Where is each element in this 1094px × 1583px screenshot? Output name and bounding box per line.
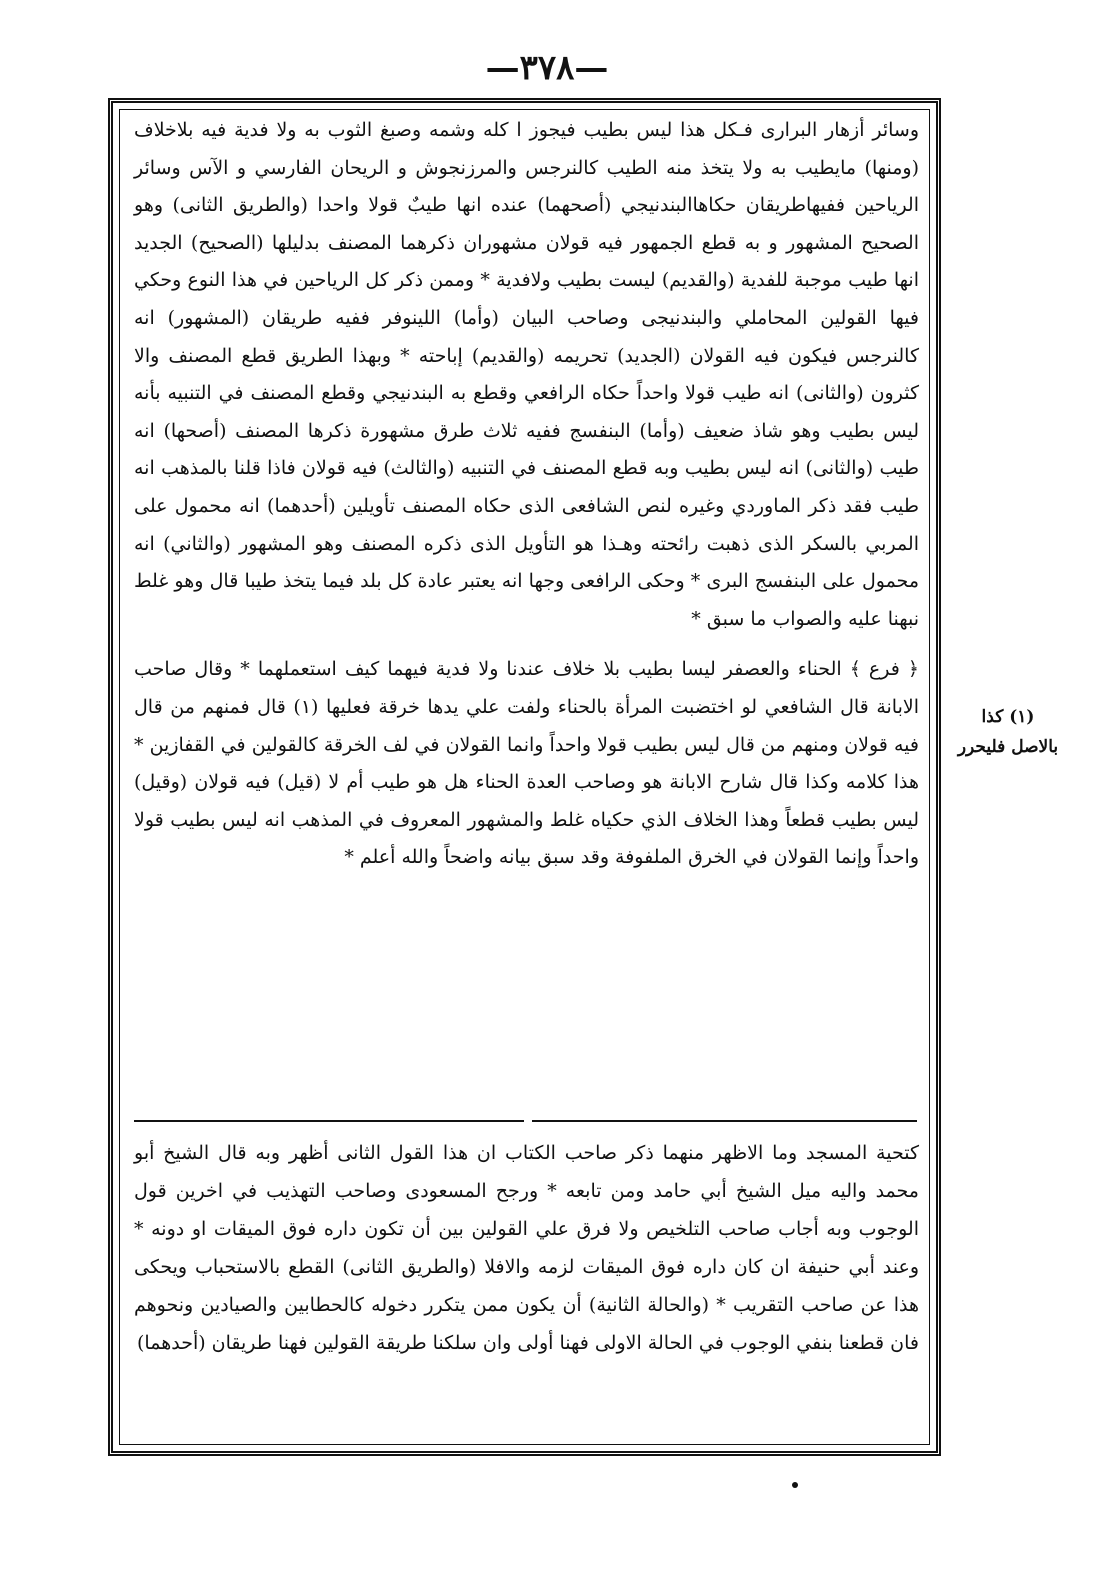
ink-dot [792, 1482, 798, 1488]
page-number: —٣٧٨— [485, 48, 609, 88]
main-paragraph: وسائر أزهار البرارى فـكل هذا ليس بطيب فيجوز ا كله وشمه وصبغ الثوب به ولا فدية فيه بلاخلاف (ومنها) مايطيب به ولا يتخذ منه الطيب كالنرجس والمرزنجوش و الريحان الفارسي و الآس وسائر الرياحين ففيهاطريقان حكاهاالبندنيجي (أصحهما) عنده انها طيبٌ قولا واحدا (والطريق الثانى) وهو الصحيح المشهور و به قطع الجمهور فيه قولان مشهوران ذكرهما المصنف بدليلها (الصحيح) الجديد انها طيب موجبة للفدية (والقديم) ليست بطيب ولافدية * وممن ذكر كل الرياحين في هذا النوع وحكي فيها القولين المحاملي والبندنيجى وصاحب البيان (وأما) اللينوفر ففيه طريقان (المشهور) انه كالنرجس فيكون فيه القولان (الجديد) تحريمه (والقديم) إباحته * وبهذا الطريق قطع المصنف والا كثرون (والثانى) انه طيب قولا واحداً حكاه الرافعي وقطع به البندنيجي وقطع المصنف في التنبيه بأنه ليس بطيب وهو شاذ ضعيف (وأما) البنفسج ففيه ثلاث طرق مشهورة ذكرها المصنف (أصحها) انه طيب (والثانى) انه ليس بطيب وبه قطع المصنف في التنبيه (والثالث) فيه قولان فاذا قلنا بالمذهب انه طيب فقد ذكر الماوردي وغيره لنص الشافعى الذى حكاه المصنف تأويلين (أحدهما) انه محمول على المربي بالسكر الذى ذهبت رائحته وهـذا هو التأويل الذى ذكره المصنف وهو المشهور (والثاني) انه محمول على البنفسج البرى * وحكى الرافعى وجها انه يعتبر عادة كل بلد فيما يتخذ طيبا قال وهو غلط نبهنا عليه والصواب ما سبق * [134, 119, 919, 630]
margin-note [944, 702, 1072, 762]
main-paragraph-far: ﴿ فرع ﴾ الحناء والعصفر ليسا بطيب بلا خلاف عندنا ولا فدية فيهما كيف استعملهما * وقال صاحب الابانة قال الشافعي لو اختضبت المرأة بالحناء ولفت علي يدها خرقة فعليها (١) قال فمنهم من قال فيه قولان ومنهم من قال ليس بطيب قولا واحداً وانما القولان في لف الخرقة كالقولين في القفازين * هذا كلامه وكذا قال شارح الابانة هو وصاحب العدة الحناء هل هو طيب أم لا (قيل) فيه قولان (وقيل) ليس بطيب قطعاً وهذا الخلاف الذي حكياه غلط والمشهور المعروف في المذهب انه ليس بطيب قولا واحداً وإنما القولان في الخرق الملفوفة وقد سبق بيانه واضحاً والله أعلم * [134, 658, 919, 869]
margin-note-line-2: بالاصل فليحرر [957, 737, 1059, 757]
main-text-block [134, 112, 919, 877]
footnote-text-block [134, 1134, 919, 1362]
footnote-divider-gap [524, 1114, 532, 1124]
footnote-paragraph: كتحية المسجد وما الاظهر منهما ذكر صاحب الكتاب ان هذا القول الثانى أظهر وبه قال الشيخ أبو محمد واليه ميل الشيخ أبي حامد ومن تابعه * ورجح المسعودى وصاحب التهذيب في اخرين قول الوجوب وبه أجاب صاحب التلخيص ولا فرق علي القولين بين أن تكون داره فوق الميقات او دونه * وعند أبي حنيفة ان كان داره فوق الميقات لزمه والافلا (والطريق الثانى) القطع بالاستحباب ويحكى هذا عن صاحب التقريب * (والحالة الثانية) أن يكون ممن يتكرر دخوله كالحطابين والصيادين ونحوهم فان قطعنا بنفي الوجوب في الحالة الاولى فهنا أولى وان سلكنا طريقة القولين فهنا طريقان (أحدهما) [134, 1142, 920, 1354]
margin-note-line-1: (١) كذا [981, 707, 1035, 727]
